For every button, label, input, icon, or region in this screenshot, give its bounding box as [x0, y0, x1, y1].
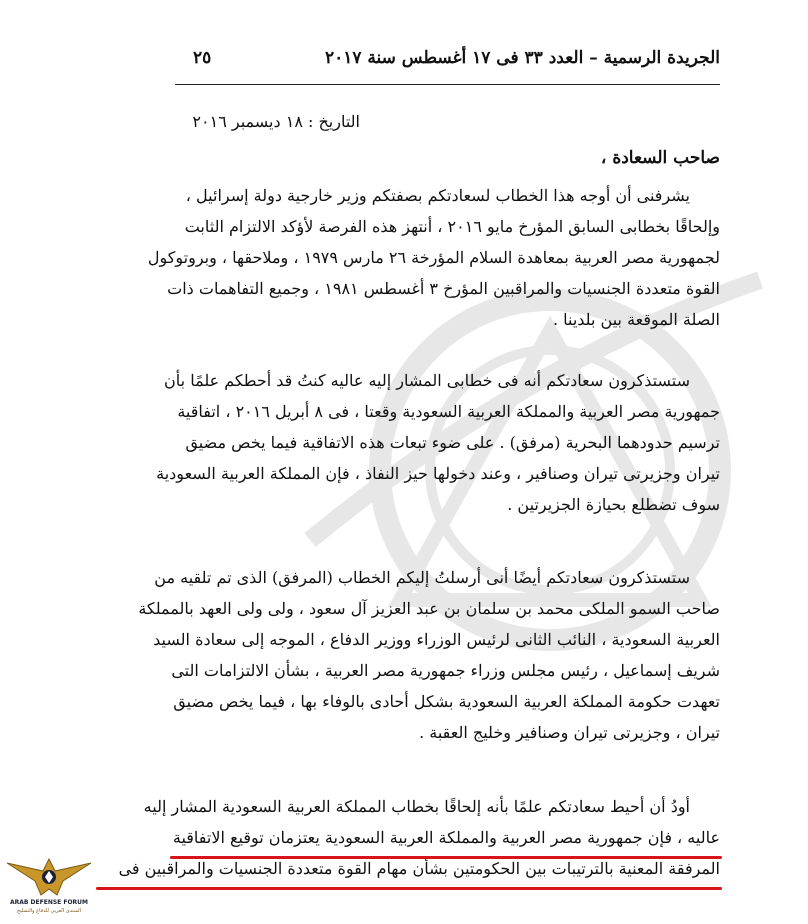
paragraph-line: جمهورية مصر العربية والمملكة العربية السعودية وقعتا ، فى ٨ أبريل ٢٠١٦ ، اتفاقية: [177, 402, 720, 421]
salutation: صاحب السعادة ،: [600, 148, 720, 168]
page-header: [175, 40, 720, 80]
letter-date: التاريخ : ١٨ ديسمبر ٢٠١٦: [192, 112, 360, 131]
forum-logo: [3, 855, 95, 921]
paragraph-line: يشرفنى أن أوجه هذا الخطاب لسعادتكم بصفتكم وزير خارجية دولة إسرائيل ،: [185, 186, 690, 205]
paragraph-line: لجمهورية مصر العربية بمعاهدة السلام المؤرخة ٢٦ مارس ١٩٧٩ ، وملاحقها ، وبروتوكول: [147, 248, 720, 267]
paragraph-line: القوة متعددة الجنسيات والمراقبين المؤرخ ٣ أغسطس ١٩٨١ ، وجميع التفاهمات ذات: [167, 279, 720, 298]
paragraph-line: المرفقة المعنية بالترتيبات بين الحكومتين بشأن مهام القوة متعددة الجنسيات والمراقبين فى: [118, 859, 720, 878]
paragraph-line: شريف إسماعيل ، رئيس مجلس وزراء جمهورية مصر العربية ، بشأن الالتزامات التى: [171, 661, 720, 680]
logo-name: ARAB DEFENSE FORUM: [9, 899, 89, 906]
paragraph-line: وإلحاقًا بخطابى السابق المؤرخ مايو ٢٠١٦ ، أنتهز هذه الفرصة لأؤكد الالتزام الثابت: [184, 217, 720, 236]
paragraph-line: سوف تضطلع بحيازة الجزيرتين .: [507, 495, 720, 514]
paragraph-line: صاحب السمو الملكى محمد بن سلمان بن عبد العزيز آل سعود ، ولى ولى العهد بالمملكة: [138, 599, 720, 618]
paragraph-3: [88, 562, 720, 748]
page-number: ٢٥: [193, 48, 212, 68]
paragraph-1: [88, 180, 720, 335]
red-underline-mark: [96, 887, 722, 890]
paragraph-line: ستستذكرون سعادتكم أيضًا أنى أرسلتُ إليكم الخطاب (المرفق) الذى تم تلقيه من: [154, 568, 690, 587]
paragraph-line: عاليه ، فإن جمهورية مصر العربية والمملكة العربية السعودية يعتزمان توقيع الاتفاقية: [172, 828, 720, 847]
paragraph-line: العربية السعودية ، النائب الثانى لرئيس الوزراء ووزير الدفاع ، الموجه إلى سعادة السيد: [153, 630, 720, 649]
paragraph-line: أودُ أن أحيط سعادتكم علمًا بأنه إلحاقًا بخطاب المملكة العربية السعودية المشار إليه: [143, 797, 690, 816]
paragraph-line: ترسيم حدودهما البحرية (مرفق) . على ضوء تبعات هذه الاتفاقية فيما يخص مضيق: [185, 433, 720, 452]
header-divider: [175, 84, 720, 85]
paragraph-2: [88, 365, 720, 520]
red-underline-mark: [170, 856, 722, 859]
gazette-title: الجريدة الرسمية – العدد ٣٣ فى ١٧ أغسطس سنة ٢٠١٧: [324, 48, 720, 68]
eagle-emblem-icon: [3, 855, 95, 899]
paragraph-line: تعهدت حكومة المملكة العربية السعودية بشكل أحادى بالوفاء بها ، فيما يخص مضيق: [173, 692, 720, 711]
paragraph-line: الصلة الموقعة بين بلدينا .: [552, 310, 720, 329]
paragraph-line: ستستذكرون سعادتكم أنه فى خطابى المشار إليه عاليه كنتُ قد أحطكم علمًا بأن: [164, 371, 690, 390]
paragraph-line: تيران وجزيرتى تيران وصنافير ، وعند دخولها حيز النفاذ ، فإن المملكة العربية السعودية: [156, 464, 720, 483]
logo-tagline: المنتدى العربي للدفاع والتسليح: [16, 908, 82, 914]
paragraph-4: [88, 791, 720, 884]
paragraph-line: تيران ، وجزيرتى تيران وصنافير وخليج العقبة .: [419, 723, 720, 742]
